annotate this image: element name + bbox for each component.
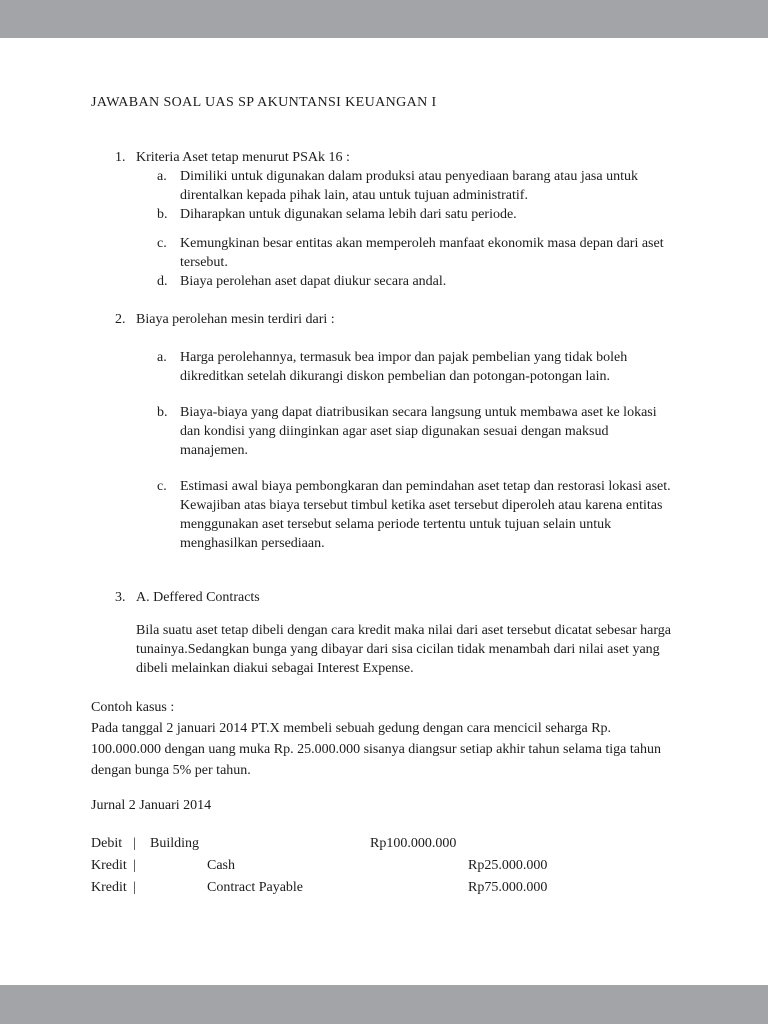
sub-list-letter: d. bbox=[157, 274, 168, 289]
journal-separator: | bbox=[133, 858, 136, 873]
list-body bbox=[136, 588, 676, 678]
list-item-1 bbox=[91, 148, 676, 291]
journal-separator: | bbox=[133, 836, 136, 851]
sub-list-text: Biaya-biaya yang dapat diatribusikan secara langsung untuk membawa aset ke lokasi dan kondisi yang diinginkan agar aset siap digunakan sesuai dengan maksud manajemen. bbox=[180, 405, 657, 458]
sub-list-item bbox=[136, 234, 676, 272]
sub-list-letter: c. bbox=[157, 479, 167, 494]
journal-separator: | bbox=[133, 880, 136, 895]
list-number: 3. bbox=[115, 590, 126, 605]
example-case-block bbox=[91, 697, 676, 781]
list-item-3 bbox=[91, 588, 676, 678]
sub-list-text: Biaya perolehan aset dapat diukur secara andal. bbox=[180, 274, 447, 289]
journal-side: Kredit bbox=[91, 880, 127, 895]
journal-row bbox=[91, 834, 676, 856]
journal-heading: Jurnal 2 Januari 2014 bbox=[91, 798, 212, 813]
journal-side: Kredit bbox=[91, 858, 127, 873]
sub-list-letter: a. bbox=[157, 169, 167, 184]
list-body bbox=[136, 148, 676, 291]
sub-list-letter: b. bbox=[157, 207, 168, 222]
journal-amount: Rp100.000.000 bbox=[370, 836, 457, 851]
example-case-text: Pada tanggal 2 januari 2014 PT.X membeli sebuah gedung dengan cara mencicil seharga Rp. 100.000.000 dengan uang muka Rp. 25.000.000 sisanya diangsur setiap akhir tahun selama tiga tahun dengan bunga 5% per tahun. bbox=[91, 721, 662, 778]
sub-list-item bbox=[136, 205, 676, 224]
sub-list-item bbox=[136, 348, 676, 386]
sub-list-letter: a. bbox=[157, 350, 167, 365]
journal-side: Debit bbox=[91, 836, 123, 851]
sub-list-text: Kemungkinan besar entitas akan memperoleh manfaat ekonomik masa depan dari aset tersebut. bbox=[180, 236, 664, 270]
sub-list-text: Estimasi awal biaya pembongkaran dan pemindahan aset tetap dan restorasi lokasi aset. Kewajiban atas biaya tersebut timbul ketika aset tersebut diperoleh atau karena entitas menggunakan aset tersebut selama periode tertentu untuk tujuan selain untuk menghasilkan persediaan. bbox=[180, 479, 671, 551]
journal-row bbox=[91, 856, 676, 878]
document-page bbox=[0, 38, 768, 985]
journal-account: Contract Payable bbox=[207, 880, 304, 895]
journal-amount: Rp25.000.000 bbox=[468, 858, 548, 873]
journal-row bbox=[91, 878, 676, 900]
sub-list-item bbox=[136, 477, 676, 553]
journal-account: Cash bbox=[207, 858, 235, 873]
journal-account: Building bbox=[150, 836, 200, 851]
sub-list-item bbox=[136, 167, 676, 205]
list-heading: A. Deffered Contracts bbox=[136, 590, 260, 605]
sub-list-text: Harga perolehannya, termasuk bea impor dan pajak pembelian yang tidak boleh dikreditkan setelah dikurangi diskon pembelian dan potongan-potongan lain. bbox=[180, 350, 628, 384]
list-number: 2. bbox=[115, 312, 126, 327]
sub-list-item bbox=[136, 272, 676, 291]
list-body bbox=[136, 310, 676, 570]
sub-list-text: Dimiliki untuk digunakan dalam produksi atau penyediaan barang atau jasa untuk direntalkan kepada pihak lain, atau untuk tujuan administratif. bbox=[180, 169, 638, 203]
journal-entries bbox=[91, 834, 676, 900]
sub-list-letter: c. bbox=[157, 236, 167, 251]
list-heading: Kriteria Aset tetap menurut PSAk 16 : bbox=[136, 150, 350, 165]
sub-list-letter: b. bbox=[157, 405, 168, 420]
list-number: 1. bbox=[115, 150, 126, 165]
list-item-2 bbox=[91, 310, 676, 570]
document-title: JAWABAN SOAL UAS SP AKUNTANSI KEUANGAN I bbox=[91, 95, 437, 110]
journal-amount: Rp75.000.000 bbox=[468, 880, 548, 895]
section-paragraph: Bila suatu aset tetap dibeli dengan cara kredit maka nilai dari aset tersebut dicatat sebesar harga tunainya.Sedangkan bunga yang dibayar dari sisa cicilan tidak menambah dari nilai aset yang dibeli melainkan diakui sebagai Interest Expense. bbox=[136, 623, 672, 676]
list-heading: Biaya perolehan mesin terdiri dari : bbox=[136, 312, 335, 327]
sub-list-item bbox=[136, 403, 676, 460]
sub-list-text: Diharapkan untuk digunakan selama lebih dari satu periode. bbox=[180, 207, 517, 222]
example-case-label: Contoh kasus : bbox=[91, 700, 175, 715]
